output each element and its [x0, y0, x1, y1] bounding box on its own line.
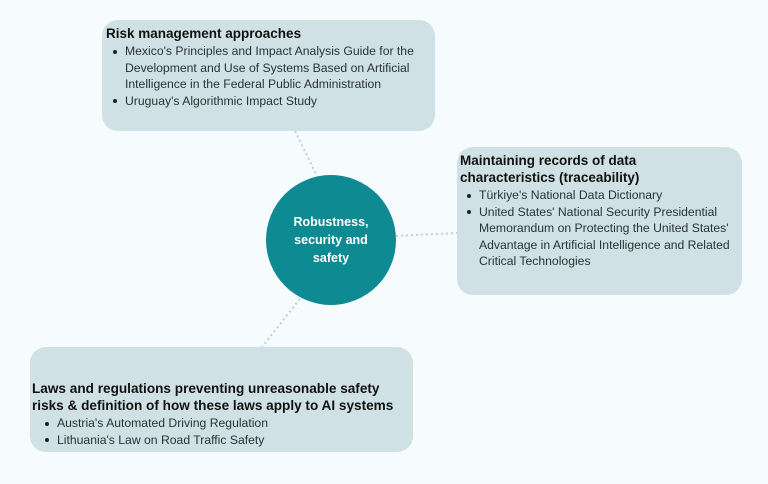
list-item: Uruguay's Algorithmic Impact Study [125, 93, 425, 110]
branch-traceability [457, 147, 742, 295]
list-item: Mexico's Principles and Impact Analysis Guide for the Development and Use of Systems Based on Artificial Intelligence in the Federal Public Administration [125, 43, 425, 93]
connector-right [396, 233, 457, 236]
list-item: Türkiye's National Data Dictionary [479, 187, 732, 204]
branch-title: Risk management approaches [106, 26, 302, 41]
branch-item-list [106, 43, 425, 109]
branch-item-list [460, 187, 732, 270]
connector-top [295, 131, 318, 178]
list-item: United States' National Security Presidential Memorandum on Protecting the United States' Advantage in Artificial Intelligence and Related Critical Technologies [479, 204, 732, 270]
branch-item-list [32, 415, 407, 448]
list-item: Austria's Automated Driving Regulation [57, 415, 407, 432]
hub-label: Robustness, security and safety [293, 215, 369, 265]
branch-safety-laws [30, 347, 413, 452]
branch-risk-management [102, 20, 435, 131]
branch-title: Laws and regulations preventing unreasonable safety risks & definition of how these laws apply to AI systems [32, 381, 394, 413]
central-hub-node [266, 175, 396, 305]
branch-title: Maintaining records of data characteristics (traceability) [460, 153, 640, 185]
connector-bottom [262, 295, 303, 347]
list-item: Lithuania's Law on Road Traffic Safety [57, 432, 407, 449]
